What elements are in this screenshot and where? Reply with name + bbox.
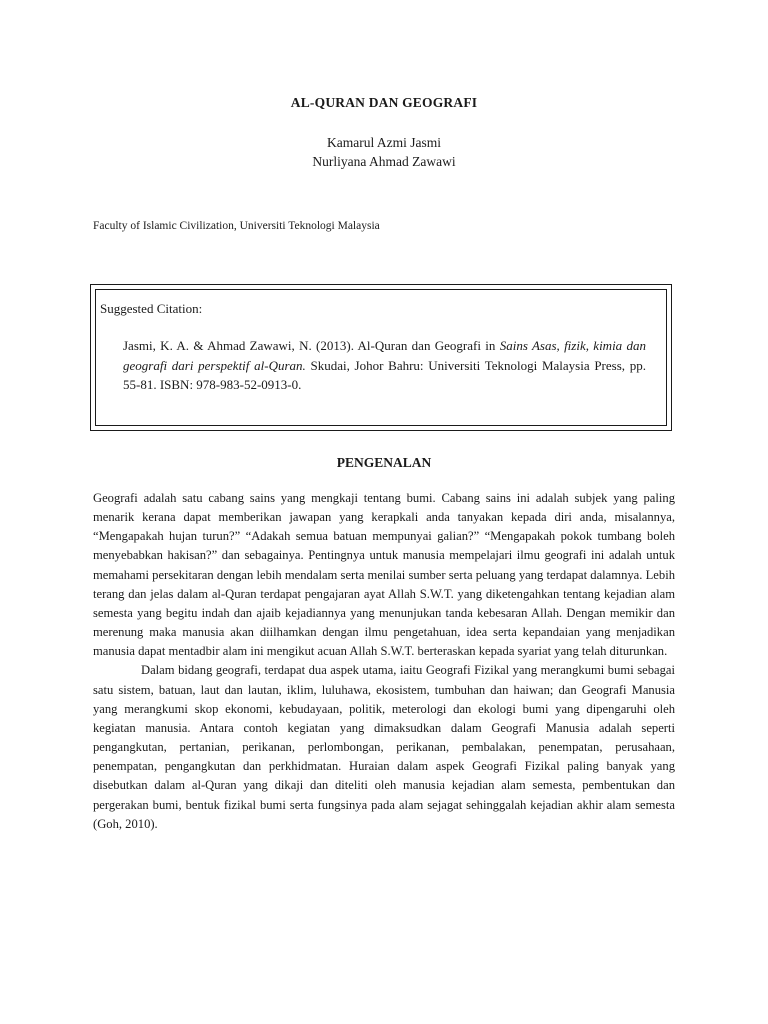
body-paragraph: Geografi adalah satu cabang sains yang mengkaji tentang bumi. Cabang sains ini adalah subjek yang paling menarik kerana dapat memberikan jawapan yang kerapkali anda tanyakan kepada diri anda, misalannya, “Mengapakah hujan turun?” “Adakah semua batuan mempunyai galian?” “Mengapakah pokok tumbang boleh menyebabkan hakisan?” dan sebagainya. Pentingnya untuk manusia mempelajari ilmu geografi ini adalah untuk memahami persekitaran dengan lebih mendalam serta menilai sumber serta peluang yang terdapat dalamnya. Lebih terang dan jelas dalam al-Quran terdapat pengajaran ayat Allah S.W.T. yang diketengahkan tentang kejadian alam semesta yang begitu indah dan ajaib kejadiannya yang menunjukan tanda kebesaran Allah. Dengan memikir dan merenung maka manusia akan diilhamkan dengan ilmu pengetahuan, idea serta kepandaian yang menjadikan manusia dapat mentadbir alam ini mengikut acuan Allah S.W.T. berteraskan kepada syariat yang telah diturunkan.: [93, 491, 675, 659]
author-name: Nurliyana Ahmad Zawawi: [312, 154, 456, 169]
section-heading: PENGENALAN: [336, 455, 432, 470]
citation-text-after: Skudai, Johor Bahru: Universiti Teknologi Malaysia Press, pp. 55-81. ISBN: 978-983-52-0913-0.: [123, 357, 646, 392]
citation-box: [90, 284, 672, 431]
author-list: [0, 133, 768, 171]
paper-title: AL-QURAN DAN GEOGRAFI: [290, 95, 478, 110]
citation-text: [123, 336, 646, 395]
citation-box-inner-border: [95, 289, 667, 426]
citation-heading: Suggested Citation:: [100, 301, 203, 316]
affiliation: Faculty of Islamic Civilization, Universiti Teknologi Malaysia: [93, 220, 380, 232]
citation-text-before: Jasmi, K. A. & Ahmad Zawawi, N. (2013). Al-Quran dan Geografi in: [123, 338, 500, 353]
author-name: Kamarul Azmi Jasmi: [327, 135, 441, 150]
body-paragraph: Dalam bidang geografi, terdapat dua aspek utama, iaitu Geografi Fizikal yang merangkumi bumi sebagai satu sistem, batuan, laut dan lautan, iklim, luluhawa, ekosistem, tumbuhan dan haiwan; dan Geografi Manusia yang merangkumi skop ekonomi, kebudayaan, politik, meterologi dan ekologi bumi yang dipengaruhi oleh kegiatan manusia. Antara contoh kegiatan yang dimaksudkan dalam Geografi Manusia adalah seperti pengangkutan, pertanian, perikanan, perlombongan, perikanan, pembalakan, penempatan, perusahaan, penempatan, pengangkutan dan perkhidmatan. Huraian dalam aspek Geografi Fizikal paling banyak yang disebutkan dalam al-Quran yang dikaji dan diteliti oleh manusia kejadian alam semesta, pembentukan dan pergerakan bumi, bentuk fizikal bumi serta fungsinya pada alam sejagat sehinggalah kejadian akhir alam semesta (Goh, 2010).: [93, 663, 675, 831]
section-body: [93, 489, 675, 834]
citation-book-title: Sains Asas, fizik, kimia dan geografi dari perspektif al-Quran.: [123, 338, 646, 373]
